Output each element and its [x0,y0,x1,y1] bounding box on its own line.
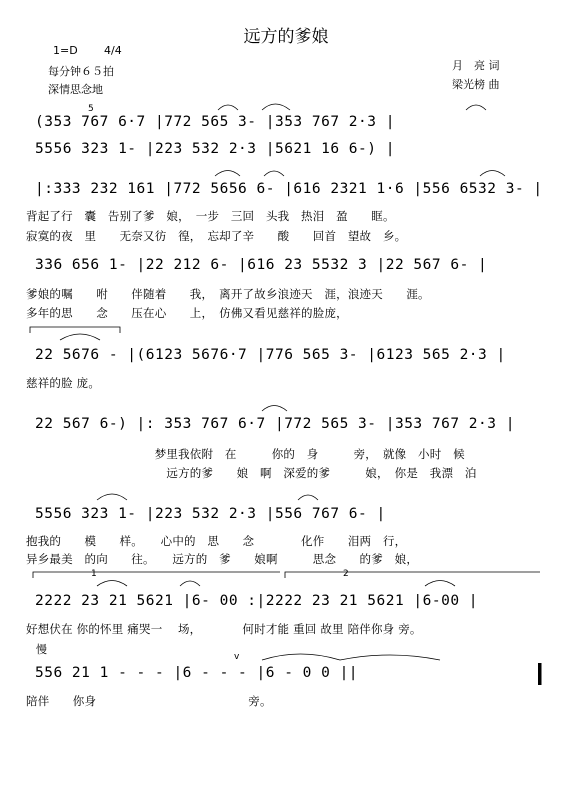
lyric-row-6-verse-2: 远方的爹 娘 啊 深爱的爹 娘， 你是 我漂 泊 [26,466,477,480]
lyric-row-8-verse-1: 好想伏在 你的怀里 痛哭一 场， 何时才能 重回 故里 陪伴你身 旁。 [26,622,422,636]
volta-2-bracket [285,572,540,578]
score-row-4: 336 656 1- |22 212 6- |616 23 5532 3 |22 567 6- | [35,257,488,273]
lyricist-credit: 月 亮 词 [452,59,500,72]
lyric-row-6-verse-1: 梦里我依附 在 你的 身 旁， 就像 小时 候 [26,447,465,461]
volta-small-bracket [30,327,120,333]
tempo-marking: 每分钟６５拍 [48,65,114,78]
volta-1-label: 1 [91,569,97,579]
lyric-row-4-verse-2: 多年的思 念 压在心 上， 仿佛又看见慈祥的脸庞， [26,306,348,320]
score-row-2: 5556 323 1- |223 532 2·3 |5621 16 6-) | [35,141,395,157]
composer-credit: 梁光榜 曲 [452,78,500,91]
score-row-3: |:333 232 161 |772 5656 6- |616 2321 1·6 |556 6532 3- | [35,181,543,197]
lyric-row-4-verse-1: 爹娘的嘱 咐 伴随着 我， 离开了故乡浪迹天 涯，浪迹天 涯。 [26,287,430,301]
lyric-row-7-verse-2: 异乡最美 的向 往。 远方的 爹 娘啊 思念 的爹 娘， [26,552,419,566]
lyric-row-3-verse-2: 寂寞的夜 里 无奈又彷 徨， 忘却了辛 酸 回首 望故 乡。 [26,229,407,243]
segno-mark: 5 [88,104,94,114]
time-signature: 4/4 [104,44,122,57]
score-row-5: 22 5676 - |(6123 5676·7 |776 565 3- |6123 565 2·3 | [35,347,506,363]
lyric-row-7-verse-1: 抱我的 模 样。 心中的 思 念 化作 泪两 行， [26,534,407,548]
mood-marking: 深情思念地 [48,83,103,96]
key-signature: 1=D [53,44,78,57]
breath-mark: v [234,652,240,662]
score-row-1: (353 767 6·7 |772 565 3- |353 767 2·3 | [35,114,395,130]
slow-marking: 慢 [36,643,47,656]
volta-1-bracket [33,572,280,578]
lyric-row-3-verse-1: 背起了行 囊 告别了爹 娘， 一步 三回 头我 热泪 盈 眶。 [26,209,395,223]
score-row-8: 2222 23 21 5621 |6- 00 :|2222 23 21 5621 |6-00 | [35,593,479,609]
lyric-row-9-verse-1: 陪伴 你身 旁。 [26,694,272,708]
lyric-row-5-verse-1: 慈祥的脸 庞。 [26,376,101,390]
song-title: 远方的爹娘 [243,27,329,47]
volta-2-label: 2 [343,569,349,579]
score-row-9: 556 21 1 - - - |6 - - - |6 - 0 0 || [35,665,359,681]
score-row-6: 22 567 6-) |: 353 767 6·7 |772 565 3- |353 767 2·3 | [35,416,515,432]
score-row-7: 5556 323 1- |223 532 2·3 |556 767 6- | [35,506,386,522]
